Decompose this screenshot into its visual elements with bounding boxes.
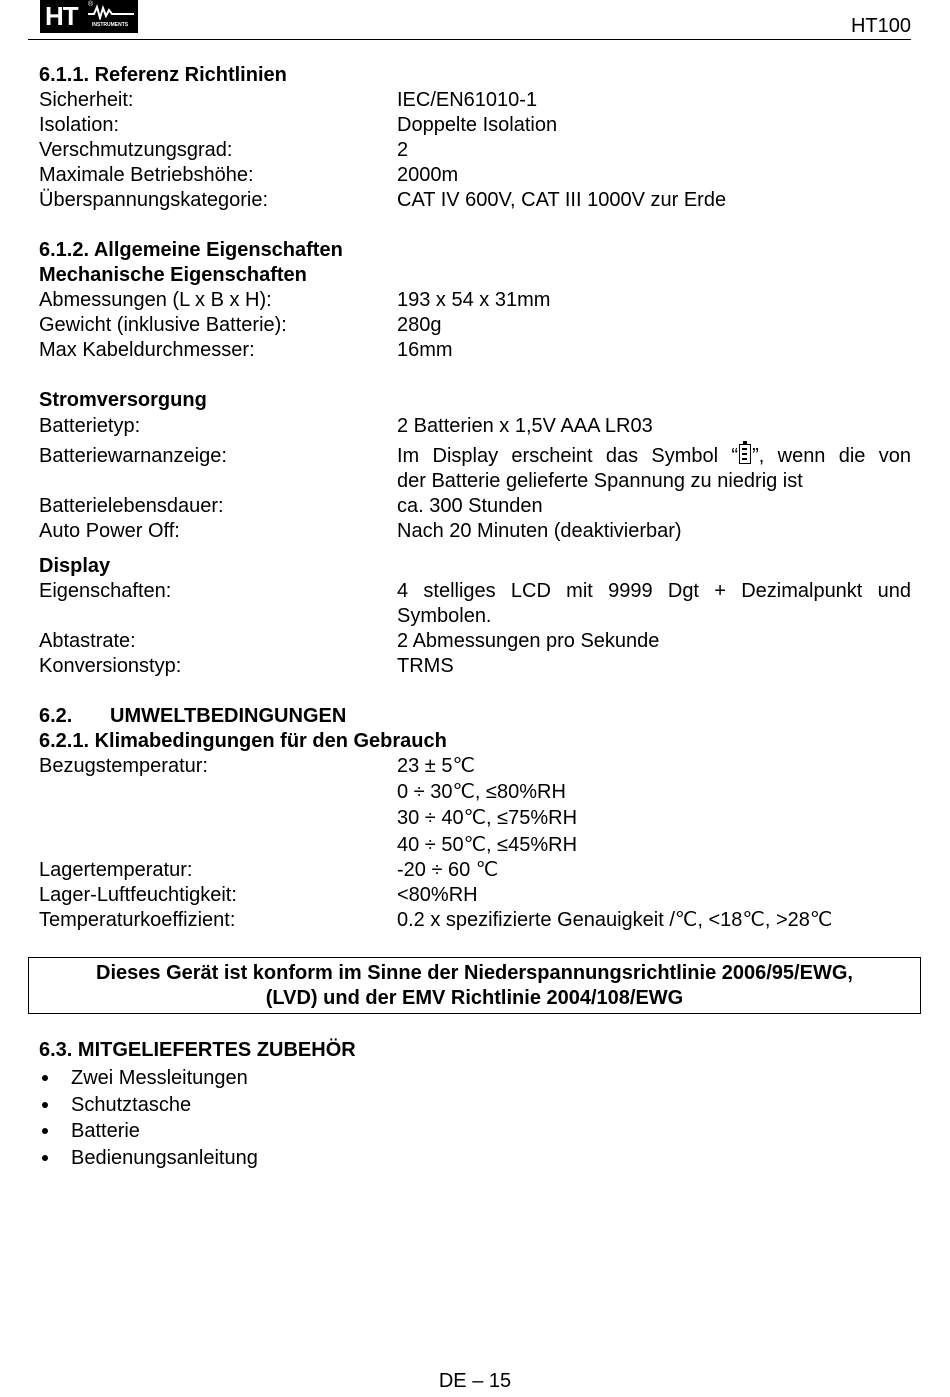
range-1: 0 ÷ 30℃, ≤80%RH [397,781,566,803]
bullet-icon [42,1128,48,1134]
display-title: Display [39,555,111,577]
overvoltage-value: CAT IV 600V, CAT III 1000V zur Erde [397,189,727,211]
battery-life-label: Batterielebensdauer: [39,495,224,517]
sample-rate-label: Abtastrate: [39,630,136,652]
storage-temp-value: -20 ÷ 60 ℃ [397,859,499,881]
document-id: HT100 [850,15,911,37]
list-item [39,1065,258,1092]
storage-humidity-label: Lager-Luftfeuchtigkeit: [39,884,237,906]
cable-diameter-label: Max Kabeldurchmesser: [39,339,255,361]
list-item-text: Schutztasche [71,1093,192,1116]
pollution-value: 2 [397,139,409,161]
display-props-value [397,579,911,629]
battery-warning-value [397,444,911,494]
waveform-icon [88,4,134,20]
power-supply-title: Stromversorgung [39,389,207,411]
display-props-label: Eigenschaften: [39,580,172,602]
overvoltage-label: Überspannungskategorie: [39,189,269,211]
insulation-value: Doppelte Isolation [397,114,558,136]
auto-power-off-label: Auto Power Off: [39,520,180,542]
insulation-label: Isolation: [39,114,120,136]
battery-type-value: 2 Batterien x 1,5V AAA LR03 [397,415,653,437]
auto-power-off-value: Nach 20 Minuten (deaktivierbar) [397,520,682,542]
weight-label: Gewicht (inklusive Batterie): [39,314,287,336]
list-item [39,1092,258,1119]
ht-logo [40,0,138,33]
altitude-label: Maximale Betriebshöhe: [39,164,254,186]
section-63-title: 6.3. MITGELIEFERTES ZUBEHÖR [39,1039,356,1061]
safety-value: IEC/EN61010-1 [397,89,538,111]
list-item [39,1118,258,1145]
battery-warning-text-a: Im Display erscheint das Symbol “ [397,445,739,467]
pollution-label: Verschmutzungsgrad: [39,139,233,161]
temp-coefficient-value: 0.2 x spezifizierte Genauigkeit /℃, <18℃, >28℃ [397,909,833,931]
list-item-text: Batterie [71,1120,140,1142]
bullet-icon [42,1102,48,1108]
cable-diameter-value: 16mm [397,339,453,361]
section-62-number: 6.2. [39,705,73,727]
battery-warning-text-b: ”, wenn die von [752,445,911,467]
section-62-title: UMWELTBEDINGUNGEN [110,705,347,727]
battery-warning-line-2: der Batterie gelieferte Spannung zu niedrig ist [397,470,803,492]
list-item-text: Zwei Messleitungen [71,1067,248,1089]
dimensions-value: 193 x 54 x 31mm [397,289,551,311]
page-number: DE – 15 [438,1370,512,1392]
conversion-type-value: TRMS [397,655,454,677]
conformity-notice [28,957,921,1014]
safety-label: Sicherheit: [39,89,134,111]
mechanical-title: Mechanische Eigenschaften [39,264,307,286]
list-item-text: Bedienungsanleitung [71,1146,258,1169]
battery-warning-line-1 [397,444,911,469]
dimensions-label: Abmessungen (L x B x H): [39,289,272,311]
section-611-title: 6.1.1. Referenz Richtlinien [39,64,287,86]
logo-subtext: INSTRUMENTS [92,22,129,28]
display-props-line-2: Symbolen. [397,605,492,627]
altitude-value: 2000m [397,164,459,186]
range-2: 30 ÷ 40℃, ≤75%RH [397,807,578,829]
conformity-line-2: (LVD) und der EMV Richtlinie 2004/108/EWG [265,987,684,1009]
section-621-title: 6.2.1. Klimabedingungen für den Gebrauch [39,730,447,752]
section-612-title: 6.1.2. Allgemeine Eigenschaften [39,239,343,261]
reference-temp-label: Bezugstemperatur: [39,755,208,777]
display-props-line-1: 4 stelliges LCD mit 9999 Dgt + Dezimalpunkt und [397,580,911,602]
conformity-line-1: Dieses Gerät ist konform im Sinne der Niederspannungsrichtlinie 2006/95/EWG, [96,962,853,984]
registered-mark: ® [88,1,94,8]
reference-temp-value: 23 ± 5℃ [397,755,475,777]
weight-value: 280g [397,314,442,336]
bullet-icon [42,1075,48,1081]
battery-icon [739,444,751,464]
storage-temp-label: Lagertemperatur: [39,859,193,881]
header-divider [28,39,911,40]
battery-life-value: ca. 300 Stunden [397,495,543,517]
sample-rate-value: 2 Abmessungen pro Sekunde [397,630,660,652]
accessories-list [39,1065,258,1171]
storage-humidity-value: <80%RH [397,884,478,906]
list-item [39,1145,258,1172]
battery-type-label: Batterietyp: [39,415,141,437]
logo-text: HT [45,1,78,31]
temp-coefficient-label: Temperaturkoeffizient: [39,909,236,931]
range-3: 40 ÷ 50℃, ≤45%RH [397,834,578,856]
conversion-type-label: Konversionstyp: [39,655,182,677]
bullet-icon [42,1155,48,1161]
battery-warning-label: Batteriewarnanzeige: [39,445,227,467]
